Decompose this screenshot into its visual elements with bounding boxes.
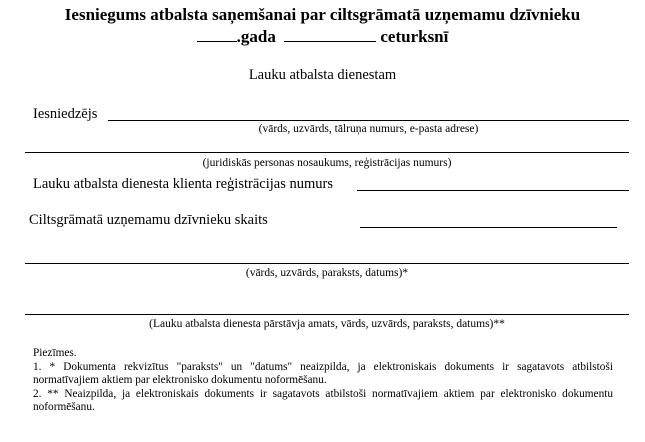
note-1: 1. * Dokumenta rekvizītus "paraksts" un "datums" neaizpilda, ja elektroniskais dokuments ir sagatavots atbilstoši normatīvajiem aktiem par elektronisko dokumentu noformēšanu.: [33, 360, 613, 386]
official-field[interactable]: [25, 314, 629, 315]
applicant-field[interactable]: [108, 120, 629, 121]
animal-count-field[interactable]: [360, 227, 617, 228]
note-2: 2. ** Neaizpilda, ja elektroniskais dokuments ir sagatavots atbilstoši normatīvajiem aktiem par elektronisko dokumentu noformēšanu.: [33, 387, 613, 413]
quarter-field[interactable]: [284, 27, 376, 42]
year-suffix: .gada: [236, 27, 276, 46]
signature-field[interactable]: [25, 263, 629, 264]
notes: [33, 347, 613, 415]
applicant-caption: (vārds, uzvārds, tālruņa numurs, e-pasta adrese): [258, 123, 479, 135]
client-reg-field[interactable]: [357, 190, 629, 191]
quarter-suffix: ceturksnī: [380, 27, 449, 46]
form-title: Iesniegums atbalsta saņemšanai par ciltsgrāmatā uzņemamu dzīvnieku: [64, 5, 581, 24]
legal-person-caption: (juridiskās personas nosaukums, reģistrācijas numurs): [202, 157, 452, 169]
year-field[interactable]: [197, 27, 237, 42]
form-subtitle: [0, 27, 645, 47]
notes-heading: Piezīmes.: [33, 347, 77, 359]
signature-caption: (vārds, uzvārds, paraksts, datums)*: [245, 267, 409, 279]
legal-person-field[interactable]: [25, 152, 629, 153]
applicant-label: Iesniedzējs: [33, 106, 98, 122]
addressee: Lauku atbalsta dienestam: [248, 67, 397, 83]
client-reg-label: Lauku atbalsta dienesta klienta reģistrācijas numurs: [33, 176, 333, 192]
animal-count-label: Ciltsgrāmatā uzņemamu dzīvnieku skaits: [29, 212, 268, 228]
official-caption: (Lauku atbalsta dienesta pārstāvja amats, vārds, uzvārds, paraksts, datums)**: [149, 318, 505, 330]
